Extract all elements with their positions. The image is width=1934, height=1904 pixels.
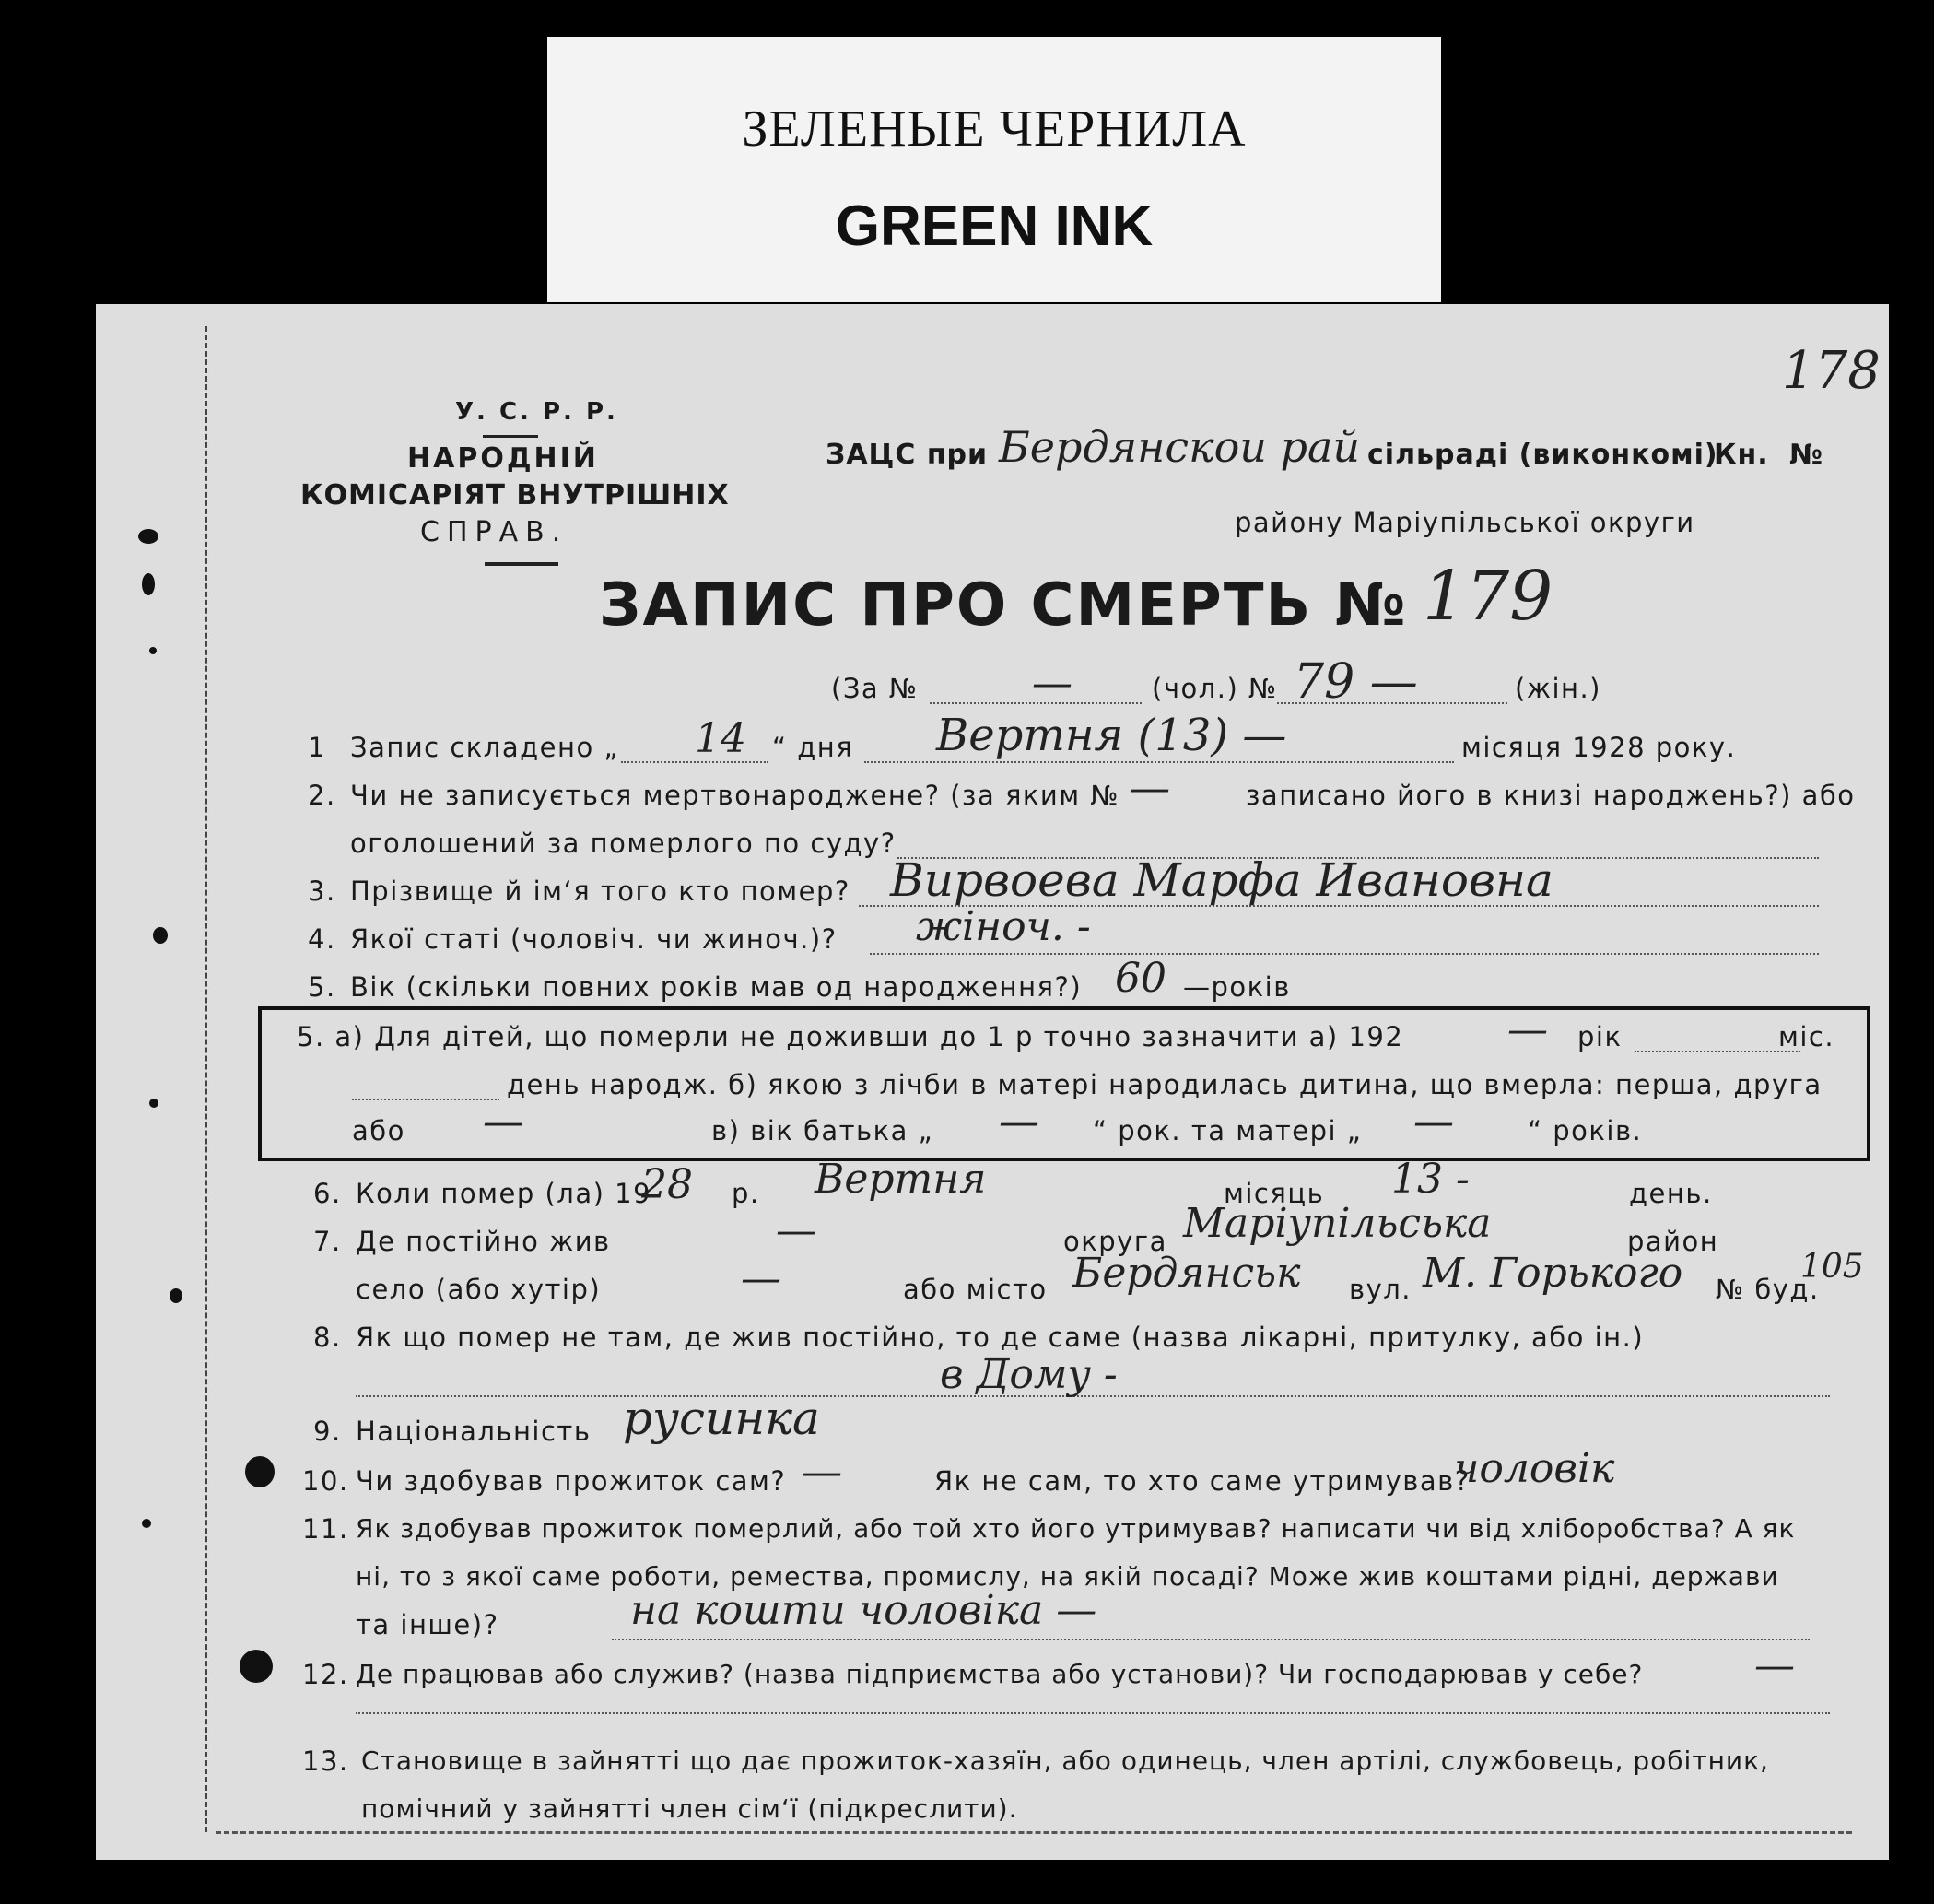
zags-prefix: ЗАЦС при: [826, 439, 989, 471]
perforation-line: [205, 326, 207, 1832]
field-5a-line1-mid: рік: [1577, 1021, 1623, 1052]
field-5-tail: —років: [1183, 971, 1291, 1003]
field-7-label: Де постійно жив: [356, 1226, 611, 1257]
punch-hole: [240, 1650, 273, 1683]
field-5-label: Вік (скільки повних років мав од народження?): [350, 971, 1083, 1003]
field-7-okruga-handwritten: Маріупільська: [1183, 1200, 1492, 1247]
field-13-line1: Становище в зайнятті що дає прожиток-хазяїн, або одинець, член артілі, службовець, робітник,: [361, 1745, 1769, 1776]
field-4-dots: [870, 953, 1819, 955]
field-2-tail: записано його в книзі народжень?) або: [1246, 780, 1856, 811]
field-9-number: 9.: [313, 1416, 342, 1447]
field-7-raion: район: [1627, 1226, 1719, 1257]
form-title: ЗАПИС ПРО СМЕРТЬ №: [599, 571, 1408, 640]
field-6-number: 6.: [313, 1178, 342, 1209]
field-5a-line2: день народж. б) якою з лічби в матері народилась дитина, що вмерла: перша, друга: [507, 1069, 1823, 1100]
commissariat-line1: НАРОДНІЙ: [407, 442, 599, 475]
field-10-mid: Як не сам, то хто саме утримував?: [934, 1465, 1471, 1497]
field-5a-line3-d: “ років.: [1528, 1115, 1643, 1146]
field-6-tail: день.: [1629, 1178, 1713, 1209]
label-card-english: GREEN INK: [835, 194, 1154, 258]
field-8-number: 8.: [313, 1322, 342, 1353]
field-11-dots: [612, 1639, 1810, 1640]
chol-handwritten: 79 —: [1294, 654, 1418, 710]
field-6-month-handwritten: Вертня: [815, 1156, 987, 1203]
zhin-label: (жін.): [1515, 673, 1601, 704]
field-5a-order-dash: —: [483, 1099, 523, 1146]
page-number: 178: [1782, 341, 1881, 401]
label-card: [547, 37, 1441, 302]
punch-hole: [153, 927, 168, 944]
field-6-month-word: місяць: [1224, 1178, 1325, 1209]
field-4-label: Якої статі (чоловіч. чи жиноч.)?: [350, 923, 838, 955]
record-number-handwritten: 179: [1423, 557, 1553, 636]
field-9-handwritten: русинка: [623, 1392, 820, 1445]
field-1-day-handwritten: 14: [695, 715, 746, 762]
republic-abbr: У. С. Р. Р.: [455, 398, 618, 426]
field-5a-month-dots: [1635, 1051, 1800, 1052]
punch-hole: [142, 1519, 151, 1528]
field-7-city: або місто: [903, 1274, 1048, 1305]
field-8-label: Як що помер не там, де жив постійно, то де саме (назва лікарні, притулку, або ін.): [356, 1322, 1645, 1353]
district-line: району Маріупільської округи: [1235, 507, 1695, 538]
field-6-day-handwritten: 13 -: [1391, 1156, 1470, 1203]
field-9-label: Національність: [356, 1416, 592, 1447]
field-7-bud-handwritten: 105: [1800, 1248, 1864, 1286]
label-card-russian: ЗЕЛЕНЫЕ ЧЕРНИЛА: [742, 100, 1247, 158]
commissariat-line3: СПРАВ.: [420, 516, 568, 548]
field-5a-line3-c: “ рок. та матері „: [1093, 1115, 1363, 1146]
punch-hole: [170, 1288, 182, 1303]
field-5-handwritten: 60: [1115, 955, 1166, 1002]
field-11-line1: Як здобував прожиток померлий, або той хто його утримував? написати чи від хліборобства? А як: [356, 1513, 1796, 1544]
field-7-city-handwritten: Бердянськ: [1072, 1250, 1301, 1297]
field-7-street-handwritten: М. Горького: [1423, 1250, 1683, 1297]
field-1-month-dots: [864, 761, 1454, 763]
field-5a-day-dots: [352, 1099, 499, 1100]
field-1-label: Запис складено „: [350, 732, 619, 763]
field-6-label: Коли помер (ла) 19: [356, 1178, 652, 1209]
field-7-number: 7.: [313, 1226, 342, 1257]
field-10-number: 10.: [302, 1465, 349, 1497]
field-13-line2: помічний у зайнятті член сім‘ї (підкреслити).: [361, 1793, 1018, 1824]
book-label: Кн.: [1714, 439, 1769, 471]
field-11-line2: ні, то з якої саме роботи, ремества, промислу, на якій посаді? Може жив коштами рідні, держави: [356, 1561, 1779, 1592]
punch-hole: [138, 529, 158, 544]
field-2-handwritten: —: [1130, 765, 1170, 812]
field-5a-line1-end: міс.: [1778, 1021, 1835, 1052]
field-12-handwritten: —: [1754, 1642, 1795, 1689]
field-1-day-word: “ дня: [772, 732, 854, 763]
field-12-dots: [356, 1712, 1830, 1714]
field-4-handwritten: жіноч. -: [916, 903, 1091, 950]
za-label: (За №: [831, 673, 919, 704]
field-3-number: 3.: [308, 876, 336, 907]
field-7-handwritten-2: —: [741, 1255, 781, 1302]
field-1-month-handwritten: Вертня (13) —: [936, 710, 1287, 761]
punch-hole: [149, 1099, 158, 1108]
field-11-handwritten: на кошти чоловіка —: [630, 1587, 1097, 1634]
field-5a-mother-dash: —: [1413, 1099, 1454, 1146]
field-6-r: р.: [732, 1178, 760, 1209]
bottom-perforation-line: [216, 1831, 1852, 1834]
zags-suffix: сільраді (виконкомі): [1367, 439, 1718, 471]
field-11-number: 11.: [302, 1513, 349, 1545]
header-divider: [483, 435, 538, 438]
field-10-handwritten-2: чоловік: [1454, 1445, 1615, 1492]
field-7-street: вул.: [1349, 1274, 1412, 1305]
field-12-number: 12.: [302, 1659, 349, 1690]
field-5a-father-dash: —: [999, 1099, 1039, 1146]
field-7-handwritten-1: —: [776, 1207, 816, 1254]
field-7-okruga: округа: [1063, 1226, 1167, 1257]
field-10-handwritten: —: [802, 1449, 842, 1496]
header-underline: [485, 562, 558, 566]
punch-hole: [245, 1456, 275, 1487]
field-5a-line1: 5. а) Для дітей, що померли не доживши до 1 р точно зазначити а) 192: [297, 1021, 1404, 1052]
field-5-number: 5.: [308, 971, 336, 1003]
punch-hole: [149, 647, 157, 654]
field-1-tail: місяця 1928 року.: [1461, 732, 1737, 763]
field-5a-year-dash: —: [1507, 1006, 1548, 1053]
field-4-number: 4.: [308, 923, 336, 955]
field-2-number: 2.: [308, 780, 336, 811]
field-12-label: Де працював або служив? (назва підприємства або установи)? Чи господарював у себе?: [356, 1659, 1644, 1689]
field-3-handwritten: Вирвоева Марфа Ивановна: [890, 853, 1553, 907]
chol-label: (чол.) №: [1152, 673, 1278, 704]
field-11-line3: та інше)?: [356, 1609, 499, 1640]
field-2-line2: оголошений за померлого по суду?: [350, 828, 897, 859]
field-5a-line3-a: або: [352, 1115, 405, 1146]
zags-council-handwritten: Бердянскои рай: [999, 422, 1361, 472]
field-8-handwritten: в Дому -: [940, 1351, 1118, 1398]
field-10-label: Чи здобував прожиток сам?: [356, 1465, 787, 1497]
commissariat-line2: КОМІСАРІЯТ ВНУТРІШНІХ: [300, 479, 730, 511]
field-5a-line3-b: в) вік батька „: [711, 1115, 934, 1146]
field-6-year-handwritten: 28: [641, 1161, 693, 1208]
field-13-number: 13.: [302, 1745, 349, 1777]
field-7-line2: село (або хутір): [356, 1274, 602, 1305]
field-1-number: 1: [308, 732, 326, 763]
punch-hole: [142, 573, 155, 595]
book-number-sign: №: [1789, 439, 1824, 471]
field-7-bud: № буд.: [1716, 1274, 1820, 1305]
field-3-label: Прізвище й ім‘я того кто помер?: [350, 876, 850, 907]
death-record-form: [96, 304, 1889, 1860]
za-handwritten: —: [1032, 660, 1072, 707]
field-2-label: Чи не записується мертвонароджене? (за яким №: [350, 780, 1120, 811]
